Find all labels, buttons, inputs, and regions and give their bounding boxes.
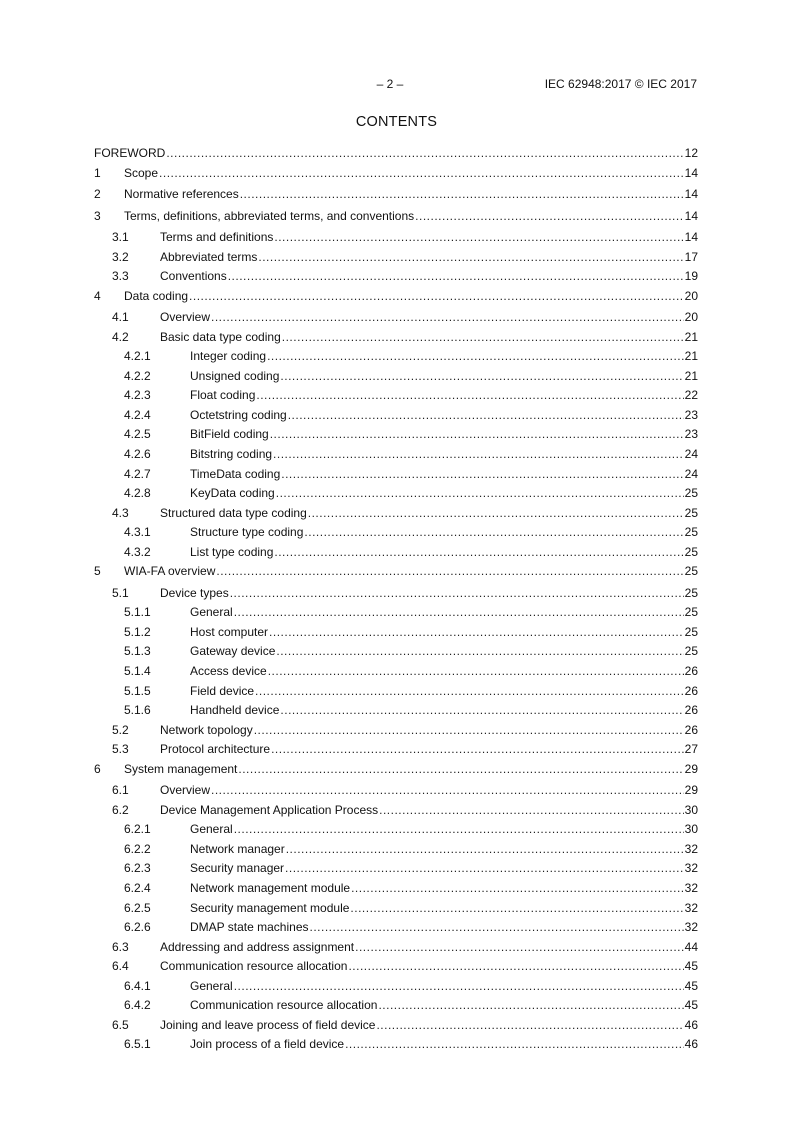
toc-entry-number: 4.2.1 (124, 349, 151, 364)
dot-leader (234, 605, 684, 620)
toc-entry-label: DMAP state machines (190, 920, 309, 935)
toc-entry[interactable] (94, 250, 698, 270)
toc-entry-label: Security manager (190, 861, 285, 876)
toc-entry-page: 25 (684, 644, 698, 659)
toc-entry-page: 21 (684, 349, 698, 364)
toc-entry-line (190, 703, 698, 718)
dot-leader (258, 250, 683, 265)
toc-entry[interactable] (94, 330, 698, 350)
dot-leader (189, 289, 684, 304)
toc-entry-line (190, 842, 698, 857)
table-of-contents (94, 146, 698, 1057)
dot-leader (255, 684, 684, 699)
toc-entry-label: Communication resource allocation (190, 998, 378, 1013)
toc-entry[interactable] (94, 349, 698, 369)
toc-entry[interactable] (94, 920, 698, 940)
toc-entry[interactable] (94, 447, 698, 467)
toc-entry-line (190, 861, 698, 876)
dot-leader (350, 901, 683, 916)
dot-leader (268, 664, 684, 679)
toc-entry-label: Normative references (124, 187, 239, 202)
toc-entry-number: 6.2.3 (124, 861, 151, 876)
toc-entry-label: KeyData coding (190, 486, 275, 501)
toc-entry-page: 25 (684, 564, 698, 579)
toc-entry-line (190, 1037, 698, 1052)
dot-leader (280, 369, 683, 384)
toc-entry-number: 6.2.1 (124, 822, 151, 837)
toc-entry-line (190, 349, 698, 364)
toc-entry-page: 23 (684, 407, 698, 422)
toc-entry-number: 6.4 (112, 959, 129, 974)
dot-leader (211, 310, 684, 325)
toc-entry[interactable] (94, 723, 698, 743)
toc-entry-line (190, 467, 698, 482)
toc-entry-number: 5.1.3 (124, 644, 151, 659)
page-header (0, 77, 793, 93)
toc-entry-label: Handheld device (190, 703, 280, 718)
toc-entry[interactable] (94, 998, 698, 1018)
dot-leader (351, 881, 684, 896)
toc-entry-label: Addressing and address assignment (160, 939, 355, 954)
toc-entry-label: WIA-FA overview (124, 564, 216, 579)
toc-entry-label: Terms, definitions, abbreviated terms, and conventions (124, 208, 415, 223)
toc-entry-number: 5.2 (112, 722, 129, 737)
toc-entry-line (160, 940, 698, 955)
toc-entry-number: 4.2 (112, 329, 129, 344)
toc-entry-page: 25 (684, 505, 698, 520)
toc-entry-label: Abbreviated terms (160, 249, 258, 264)
toc-entry-line (190, 625, 698, 640)
toc-entry-line (94, 146, 698, 161)
toc-entry-label: Basic data type coding (160, 329, 281, 344)
toc-entry-line (160, 723, 698, 738)
toc-entry-line (160, 506, 698, 521)
toc-entry-label: FOREWORD (94, 146, 166, 160)
toc-entry-page: 24 (684, 466, 698, 481)
toc-entry[interactable] (94, 310, 698, 330)
toc-entry[interactable] (94, 388, 698, 408)
toc-entry-number: 5.1.2 (124, 624, 151, 639)
toc-entry-page: 14 (684, 230, 698, 245)
toc-entry-line (160, 742, 698, 757)
toc-entry-number: 3 (94, 208, 101, 223)
toc-entry-label: Scope (124, 165, 159, 180)
dot-leader (288, 408, 684, 423)
toc-entry-number: 6.2.4 (124, 880, 151, 895)
dot-leader (269, 625, 684, 640)
toc-entry[interactable] (94, 644, 698, 664)
toc-entry-line (190, 605, 698, 620)
toc-entry-number: 6.5 (112, 1017, 129, 1032)
dot-leader (376, 1018, 683, 1033)
toc-entry-page: 14 (684, 165, 698, 180)
toc-entry-number: 6.2.2 (124, 841, 151, 856)
toc-entry-label: Gateway device (190, 644, 276, 659)
toc-entry-number: 4.3.2 (124, 544, 151, 559)
toc-entry-number: 6.2 (112, 802, 129, 817)
toc-entry-label: Overview (160, 310, 211, 325)
toc-entry-label: Field device (190, 683, 255, 698)
toc-entry-line (190, 664, 698, 679)
dot-leader (355, 940, 684, 955)
toc-entry-label: Integer coding (190, 349, 267, 364)
toc-entry-label: System management (124, 761, 238, 776)
toc-entry-page: 21 (684, 368, 698, 383)
toc-entry[interactable] (94, 605, 698, 625)
toc-entry-number: 4.2.4 (124, 407, 151, 422)
toc-entry-label: Device types (160, 585, 229, 600)
toc-entry[interactable] (94, 166, 698, 188)
dot-leader (285, 861, 684, 876)
toc-entry[interactable] (94, 783, 698, 803)
toc-entry-page: 23 (684, 427, 698, 442)
toc-entry[interactable] (94, 586, 698, 606)
toc-entry-number: 3.2 (112, 249, 129, 264)
standard-reference: IEC 62948:2017 © IEC 2017 (544, 77, 697, 91)
toc-entry[interactable] (94, 230, 698, 250)
toc-entry-number: 4.2.6 (124, 447, 151, 462)
toc-entry[interactable] (94, 1018, 698, 1038)
dot-leader (270, 427, 684, 442)
toc-entry-label: Terms and definitions (160, 230, 274, 245)
toc-entry-page: 21 (684, 329, 698, 344)
toc-entry-label: Protocol architecture (160, 742, 271, 757)
dot-leader (274, 230, 683, 245)
dot-leader (286, 842, 684, 857)
toc-entry-page: 19 (684, 269, 698, 284)
toc-entry[interactable] (94, 369, 698, 389)
toc-entry-page: 20 (684, 310, 698, 325)
dot-leader (211, 783, 684, 798)
toc-entry[interactable] (94, 146, 698, 166)
toc-entry-label: General (190, 822, 233, 837)
toc-entry-line (124, 762, 698, 777)
toc-entry-page: 32 (684, 880, 698, 895)
toc-entry[interactable] (94, 1037, 698, 1057)
toc-entry[interactable] (94, 842, 698, 862)
toc-entry[interactable] (94, 545, 698, 565)
toc-entry-label: Structure type coding (190, 525, 304, 540)
toc-entry-label: Security management module (190, 900, 350, 915)
toc-entry-number: 5 (94, 564, 101, 579)
dot-leader (228, 269, 684, 284)
toc-entry-page: 20 (684, 288, 698, 303)
toc-entry-page: 14 (684, 187, 698, 202)
toc-entry-page: 14 (684, 208, 698, 223)
toc-entry-page: 25 (684, 585, 698, 600)
toc-entry[interactable] (94, 269, 698, 289)
toc-entry-label: Octetstring coding (190, 407, 287, 422)
toc-entry-page: 45 (684, 998, 698, 1013)
toc-entry-line (190, 447, 698, 462)
toc-entry-page: 45 (684, 959, 698, 974)
toc-entry-number: 5.3 (112, 742, 129, 757)
toc-entry[interactable] (94, 625, 698, 645)
dot-leader (310, 920, 684, 935)
toc-entry[interactable] (94, 187, 698, 209)
toc-entry-page: 25 (684, 605, 698, 620)
toc-entry-line (124, 289, 698, 304)
toc-entry-page: 44 (684, 939, 698, 954)
toc-entry[interactable] (94, 822, 698, 842)
toc-entry-number: 5.1.6 (124, 703, 151, 718)
dot-leader (280, 703, 683, 718)
toc-entry-number: 3.3 (112, 269, 129, 284)
dot-leader (256, 388, 683, 403)
toc-entry-page: 29 (684, 783, 698, 798)
toc-entry[interactable] (94, 467, 698, 487)
toc-entry-line (190, 881, 698, 896)
dot-leader (378, 998, 683, 1013)
toc-entry-page: 32 (684, 861, 698, 876)
toc-entry-label: Network management module (190, 880, 351, 895)
toc-entry-line (190, 427, 698, 442)
toc-entry-label: List type coding (190, 544, 274, 559)
toc-entry-label: Network manager (190, 841, 285, 856)
toc-entry-line (160, 803, 698, 818)
toc-entry[interactable] (94, 408, 698, 428)
toc-entry-page: 46 (684, 1037, 698, 1052)
toc-entry-page: 25 (684, 486, 698, 501)
dot-leader (345, 1037, 684, 1052)
dot-leader (274, 545, 683, 560)
toc-entry[interactable] (94, 742, 698, 762)
toc-entry-page: 26 (684, 683, 698, 698)
toc-entry[interactable] (94, 803, 698, 823)
dot-leader (234, 822, 684, 837)
toc-entry-line (160, 250, 698, 265)
toc-entry-line (190, 525, 698, 540)
toc-entry[interactable] (94, 664, 698, 684)
toc-entry-number: 4.2.5 (124, 427, 151, 442)
dot-leader (267, 349, 684, 364)
toc-entry-label: General (190, 978, 233, 993)
toc-entry-line (190, 998, 698, 1013)
dot-leader (166, 146, 683, 161)
toc-entry-page: 26 (684, 722, 698, 737)
toc-entry[interactable] (94, 427, 698, 447)
toc-entry-line (160, 310, 698, 325)
dot-leader (379, 803, 684, 818)
page-title: CONTENTS (355, 114, 438, 130)
dot-leader (348, 959, 683, 974)
toc-entry-page: 25 (684, 525, 698, 540)
toc-entry[interactable] (94, 959, 698, 979)
toc-entry-page: 32 (684, 920, 698, 935)
toc-entry-line (190, 979, 698, 994)
toc-entry-label: BitField coding (190, 427, 269, 442)
toc-entry-number: 6.2.6 (124, 920, 151, 935)
toc-entry-page: 32 (684, 900, 698, 915)
toc-entry-label: Unsigned coding (190, 368, 280, 383)
dot-leader (234, 979, 684, 994)
toc-entry-line (190, 388, 698, 403)
toc-entry[interactable] (94, 703, 698, 723)
toc-entry-label: Access device (190, 663, 267, 678)
toc-entry-number: 5.1.5 (124, 683, 151, 698)
toc-entry-page: 29 (684, 761, 698, 776)
toc-entry[interactable] (94, 564, 698, 586)
toc-entry-page: 22 (684, 388, 698, 403)
toc-entry-label: Overview (160, 783, 211, 798)
toc-entry-number: 4.2.2 (124, 368, 151, 383)
toc-entry-number: 6.2.5 (124, 900, 151, 915)
toc-entry-line (190, 486, 698, 501)
toc-entry-page: 17 (684, 249, 698, 264)
toc-entry-number: 6 (94, 761, 101, 776)
toc-entry[interactable] (94, 506, 698, 526)
toc-entry-number: 4.2.8 (124, 486, 151, 501)
toc-entry-line (160, 586, 698, 601)
toc-entry-number: 1 (94, 165, 101, 180)
toc-entry-label: Join process of a field device (190, 1037, 345, 1052)
dot-leader (159, 166, 684, 181)
toc-entry-line (190, 644, 698, 659)
toc-entry-number: 2 (94, 187, 101, 202)
dot-leader (415, 209, 683, 224)
toc-entry-label: Host computer (190, 624, 269, 639)
page-number: – 2 – (376, 77, 404, 91)
toc-entry-line (190, 920, 698, 935)
toc-entry-number: 4.3.1 (124, 525, 151, 540)
toc-entry-number: 5.1.4 (124, 663, 151, 678)
toc-entry-number: 5.1 (112, 585, 129, 600)
toc-entry-label: Conventions (160, 269, 227, 284)
toc-entry-number: 4.1 (112, 310, 129, 325)
toc-entry[interactable] (94, 901, 698, 921)
toc-entry-line (160, 269, 698, 284)
toc-entry-line (190, 369, 698, 384)
toc-entry[interactable] (94, 486, 698, 506)
dot-leader (304, 525, 683, 540)
dot-leader (308, 506, 684, 521)
dot-leader (276, 644, 683, 659)
toc-entry-line (190, 408, 698, 423)
toc-entry-label: Data coding (124, 288, 189, 303)
toc-entry-line (160, 330, 698, 345)
toc-entry-line (160, 959, 698, 974)
toc-entry-number: 3.1 (112, 230, 129, 245)
toc-entry-line (190, 545, 698, 560)
dot-leader (281, 467, 683, 482)
toc-entry-line (190, 684, 698, 699)
toc-entry-page: 26 (684, 663, 698, 678)
toc-entry-line (190, 901, 698, 916)
toc-entry-line (160, 783, 698, 798)
toc-entry-number: 6.4.1 (124, 978, 151, 993)
toc-entry-label: Structured data type coding (160, 505, 307, 520)
toc-entry-label: Float coding (190, 388, 256, 403)
toc-entry-label: Device Management Application Process (160, 802, 379, 817)
dot-leader (240, 187, 684, 202)
toc-entry-number: 4 (94, 288, 101, 303)
toc-entry-page: 30 (684, 822, 698, 837)
toc-entry-number: 4.2.3 (124, 388, 151, 403)
toc-entry-label: General (190, 605, 233, 620)
toc-entry-number: 6.1 (112, 783, 129, 798)
toc-entry-label: Network topology (160, 722, 253, 737)
toc-entry-label: Communication resource allocation (160, 959, 348, 974)
toc-entry[interactable] (94, 762, 698, 784)
toc-entry-page: 25 (684, 544, 698, 559)
toc-entry-number: 4.3 (112, 505, 129, 520)
toc-entry-line (160, 1018, 698, 1033)
dot-leader (230, 586, 684, 601)
toc-entry-number: 4.2.7 (124, 466, 151, 481)
toc-entry-number: 6.5.1 (124, 1037, 151, 1052)
dot-leader (238, 762, 683, 777)
toc-entry[interactable] (94, 684, 698, 704)
toc-entry-label: TimeData coding (190, 466, 281, 481)
toc-entry-page: 30 (684, 802, 698, 817)
toc-entry[interactable] (94, 940, 698, 960)
toc-entry-page: 25 (684, 624, 698, 639)
toc-entry-number: 6.4.2 (124, 998, 151, 1013)
toc-entry-page: 26 (684, 703, 698, 718)
toc-entry-line (124, 187, 698, 202)
toc-entry-page: 32 (684, 841, 698, 856)
toc-entry-line (124, 166, 698, 181)
toc-entry-line (190, 822, 698, 837)
toc-entry[interactable] (94, 525, 698, 545)
toc-entry-page: 24 (684, 447, 698, 462)
toc-entry-page: 12 (684, 146, 698, 160)
toc-entry[interactable] (94, 881, 698, 901)
toc-entry-number: 6.3 (112, 939, 129, 954)
toc-entry-page: 45 (684, 978, 698, 993)
toc-entry-label: Joining and leave process of field device (160, 1017, 376, 1032)
toc-entry-line (124, 209, 698, 224)
toc-entry[interactable] (94, 209, 698, 231)
toc-entry-page: 27 (684, 742, 698, 757)
toc-entry-line (124, 564, 698, 579)
dot-leader (273, 447, 684, 462)
toc-entry-label: Bitstring coding (190, 447, 273, 462)
toc-entry-line (160, 230, 698, 245)
dot-leader (271, 742, 684, 757)
toc-entry[interactable] (94, 979, 698, 999)
toc-entry[interactable] (94, 861, 698, 881)
toc-entry-page: 46 (684, 1017, 698, 1032)
dot-leader (282, 330, 684, 345)
toc-entry[interactable] (94, 289, 698, 311)
dot-leader (216, 564, 683, 579)
dot-leader (254, 723, 684, 738)
dot-leader (276, 486, 684, 501)
toc-entry-number: 5.1.1 (124, 605, 151, 620)
